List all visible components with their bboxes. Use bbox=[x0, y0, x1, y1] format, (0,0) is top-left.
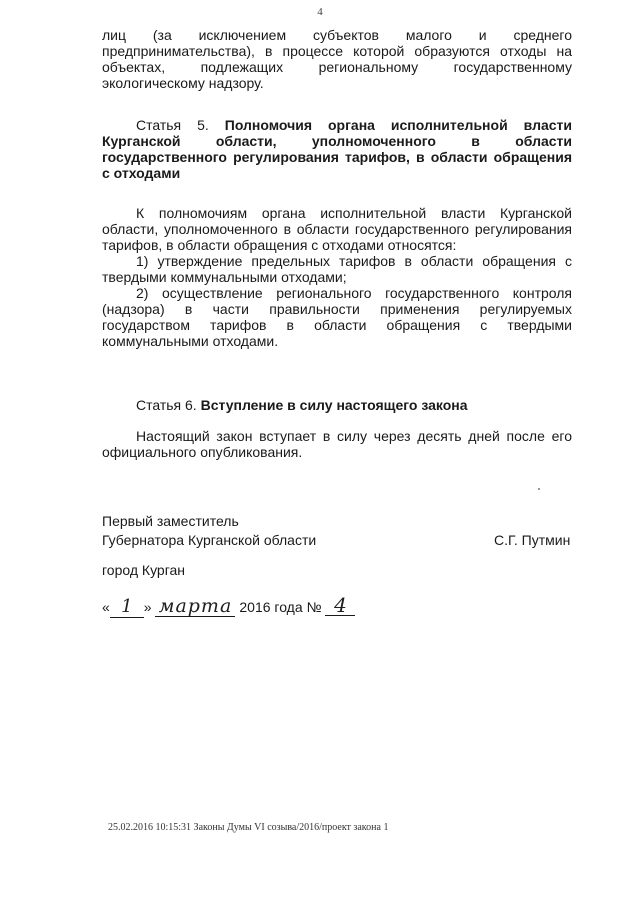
signatory-position-line-1: Первый заместитель bbox=[102, 513, 239, 529]
law-number-handwritten: 4 bbox=[325, 595, 355, 616]
article-6-heading bbox=[102, 397, 572, 413]
signatory-position-line-2: Губернатора Курганской области bbox=[102, 532, 317, 548]
date-month-handwritten: марта bbox=[155, 596, 235, 617]
article-5-title: Полномочия органа исполнительной власти Курганской области, уполномоченного в области государственного регулирования тарифов, в области обращения с отходами bbox=[102, 117, 572, 181]
article-6-title: Вступление в силу настоящего закона bbox=[200, 397, 468, 413]
signatory-name: С.Г. Путмин bbox=[494, 532, 571, 548]
intro-text: лиц (за исключением субъектов малого и среднего предпринимательства), в процессе которой образуются отходы на объектах, подлежащих региональному государственному экологическому надзору. bbox=[102, 27, 572, 91]
date-open-quote: « bbox=[102, 599, 110, 615]
article-5-item-2: 2) осуществление регионального государственного контроля (надзора) в части правильности применения регулируемых государством тарифов в области обращения с твердыми коммунальными отходами. bbox=[102, 285, 572, 349]
date-line bbox=[102, 595, 355, 618]
article-5-item-1: 1) утверждение предельных тарифов в области обращения с твердыми коммунальными отходами; bbox=[102, 253, 572, 285]
date-day-handwritten: 1 bbox=[110, 597, 144, 618]
intro-paragraph bbox=[102, 27, 572, 91]
article-5-body bbox=[102, 205, 572, 349]
article-5-label: Статья 5. bbox=[136, 117, 209, 133]
footer-stamp: 25.02.2016 10:15:31 Законы Думы VI созыва/2016/проект закона 1 bbox=[108, 822, 389, 833]
article-5-heading bbox=[102, 117, 572, 181]
article-5-lead: К полномочиям органа исполнительной власти Курганской области, уполномоченного в области государственного регулирования тарифов, в области обращения с отходами относятся: bbox=[102, 205, 572, 253]
date-year-text: 2016 года № bbox=[239, 599, 322, 615]
scan-speck bbox=[538, 488, 540, 490]
signatory-position bbox=[102, 512, 316, 550]
date-close-quote: » bbox=[143, 599, 152, 615]
page-number: 4 bbox=[317, 6, 323, 18]
article-6-label: Статья 6. bbox=[136, 397, 197, 413]
city: город Курган bbox=[102, 562, 186, 578]
article-6-body bbox=[102, 428, 572, 460]
article-6-text: Настоящий закон вступает в силу через десять дней после его официального опубликования. bbox=[102, 428, 572, 460]
